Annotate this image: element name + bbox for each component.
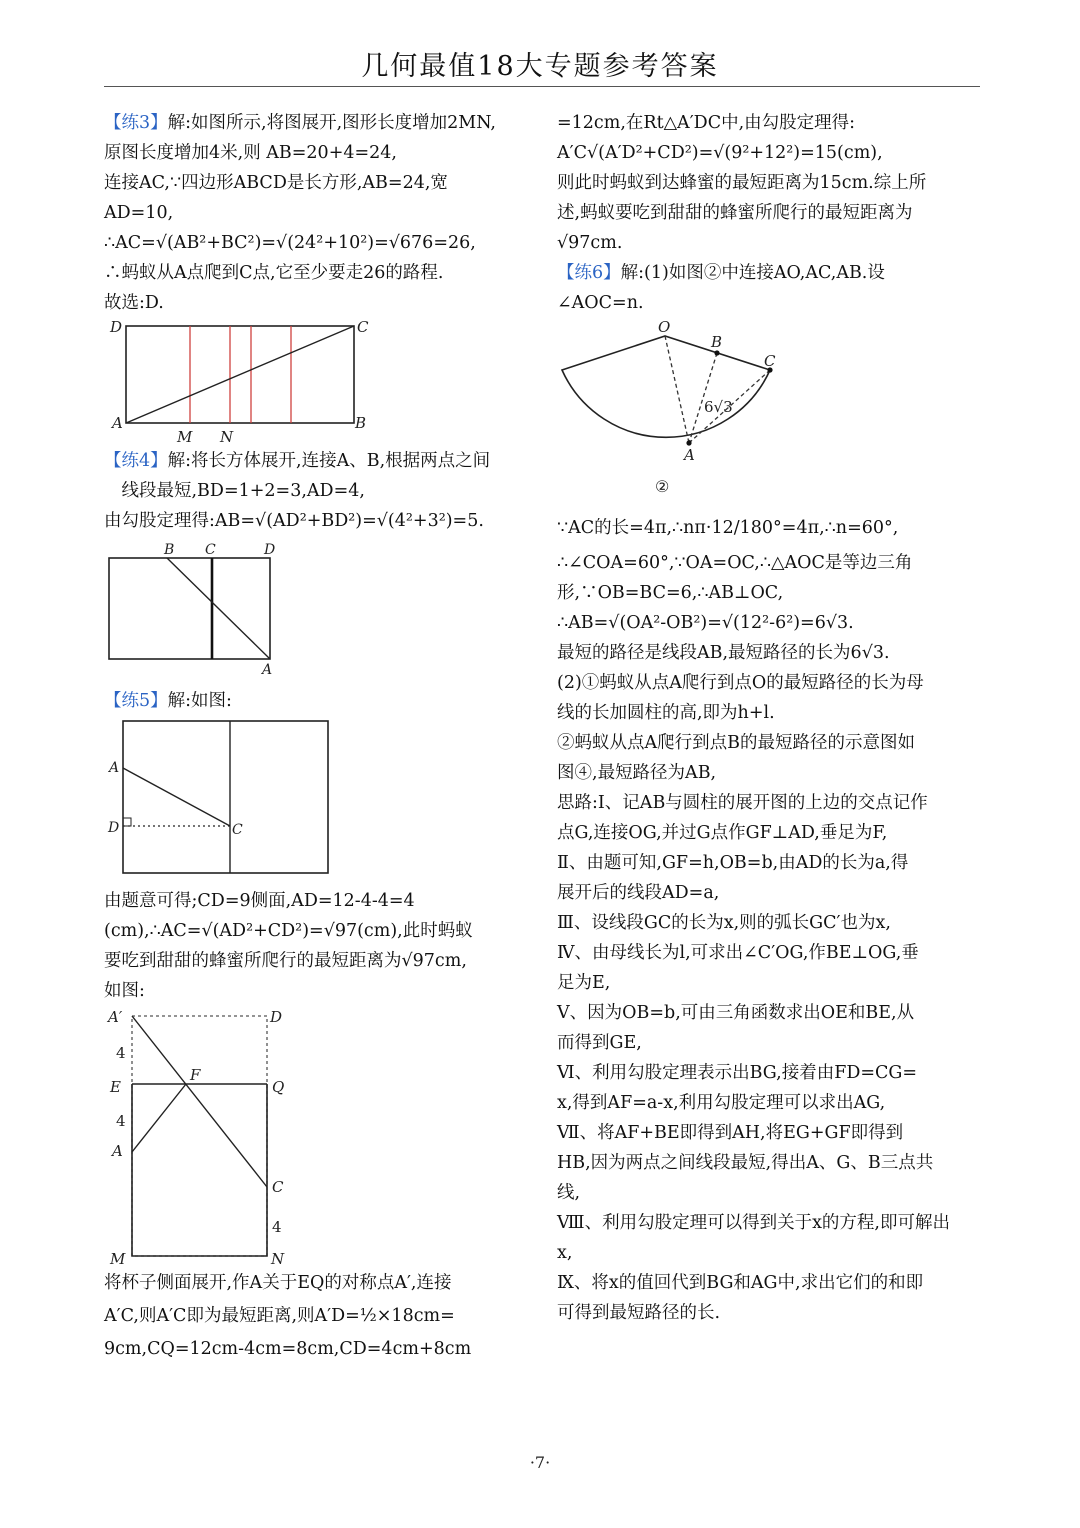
- text-line: ∴AB=√(OA²-OB²)=√(12²-6²)=6√3.: [557, 613, 854, 633]
- text-line: ②蚂蚁从点A爬行到点B的最短路径的示意图如: [557, 733, 915, 753]
- text-line: 连接AC,∵四边形ABCD是长方形,AB=24,宽: [104, 173, 448, 193]
- label-b: B: [355, 414, 367, 432]
- text-line: Ⅷ、利用勾股定理可以得到关于x的方程,即可解出: [557, 1213, 950, 1233]
- label-length: 6√3: [704, 398, 733, 416]
- left-column: [104, 108, 524, 1364]
- exercise-tag: 【练4】: [104, 451, 168, 471]
- text-line: 图④,最短路径为AB,: [557, 763, 717, 783]
- label-a: A: [684, 446, 695, 464]
- figure-cylinder-net: [104, 716, 524, 886]
- label-e: E: [110, 1078, 121, 1096]
- label-d: D: [110, 318, 123, 336]
- text-line: 展开后的线段AD=a,: [557, 883, 720, 903]
- text-line: A′C√(A′D²+CD²)=√(9²+12²)=15(cm),: [557, 143, 883, 163]
- figure-cup-net: [104, 1006, 524, 1268]
- text-line: ∴AC=√(AB²+BC²)=√(24²+10²)=√676=26,: [104, 233, 476, 253]
- label-a-prime: A′: [108, 1008, 123, 1026]
- label-b: B: [164, 542, 175, 558]
- text-line: 要吃到甜甜的蜂蜜所爬行的最短距离为√97cm,: [104, 951, 467, 971]
- text-line: Ⅳ、由母线长为l,可求出∠C′OG,作BE⊥OG,垂: [557, 943, 919, 963]
- label-n: N: [271, 1250, 285, 1268]
- text-line: ∠AOC=n.: [557, 293, 644, 313]
- right-column: [557, 108, 983, 1328]
- text-line: x,得到AF=a-x,利用勾股定理可以求出AG,: [557, 1093, 886, 1113]
- header-rule: [104, 86, 980, 87]
- label-a: A: [112, 1142, 123, 1160]
- text-line: Ⅸ、将x的值回代到BG和AG中,求出它们的和即: [557, 1273, 924, 1293]
- text-line: HB,因为两点之间线段最短,得出A、G、B三点共: [557, 1153, 934, 1173]
- text-line: (cm),∴AC=√(AD²+CD²)=√97(cm),此时蚂蚁: [104, 921, 473, 941]
- label-c: C: [232, 822, 243, 838]
- text-line: 思路:Ⅰ、记AB与圆柱的展开图的上边的交点记作: [557, 793, 928, 813]
- label-f: F: [190, 1066, 201, 1084]
- text-line: 【练3】解:如图所示,将图展开,图形长度增加2MN,: [104, 113, 496, 133]
- text-line: 线,: [557, 1183, 581, 1203]
- text-line: Ⅲ、设线段GC的长为x,则的弧长GC′也为x,: [557, 913, 891, 933]
- figure-sector: [557, 318, 983, 508]
- label-d: D: [264, 542, 276, 558]
- text-line: 而得到GE,: [557, 1033, 642, 1053]
- label-d: D: [270, 1008, 283, 1026]
- text-line: 如图:: [104, 981, 145, 1001]
- text-line: Ⅵ、利用勾股定理表示出BG,接着由FD=CG=: [557, 1063, 918, 1083]
- page-title: 几何最值18大专题参考答案: [361, 51, 719, 82]
- figure-unfolded-rectangle: [104, 318, 524, 446]
- label-c: C: [205, 542, 216, 558]
- exercise-tag: 【练6】: [557, 263, 621, 283]
- text-line: 将杯子侧面展开,作A关于EQ的对称点A′,连接: [104, 1273, 452, 1293]
- text-line: 【练6】解:(1)如图②中连接AO,AC,AB.设: [557, 263, 885, 283]
- text-line: 最短的路径是线段AB,最短路径的长为6√3.: [557, 643, 890, 663]
- text-line: 线的长加圆柱的高,即为h+l.: [557, 703, 775, 723]
- text-line: 形,∵OB=BC=6,∴AB⊥OC,: [557, 583, 784, 603]
- label-n: N: [220, 428, 234, 446]
- text-line: 由勾股定理得:AB=√(AD²+BD²)=√(4²+3²)=5.: [104, 511, 484, 531]
- text-line: 【练4】解:将长方体展开,连接A、B,根据两点之间: [104, 451, 491, 471]
- label-4-mid: 4: [116, 1112, 126, 1130]
- text-line: 则此时蚂蚁到达蜂蜜的最短距离为15cm.综上所: [557, 173, 927, 193]
- label-4-right: 4: [272, 1218, 282, 1236]
- label-m: M: [177, 428, 193, 446]
- label-a: A: [262, 662, 273, 678]
- text-line: 故选:D.: [104, 293, 164, 313]
- text-line: x,: [557, 1243, 573, 1263]
- text-line: 足为E,: [557, 973, 611, 993]
- exercise-6-solution: [557, 258, 983, 318]
- label-m: M: [110, 1250, 126, 1268]
- text-line: 可得到最短路径的长.: [557, 1303, 721, 1323]
- text-line: 线段最短,BD=1+2=3,AD=4,: [104, 481, 365, 501]
- label-c: C: [357, 318, 369, 336]
- text-line: ∴∠COA=60°,∵OA=OC,∴△AOC是等边三角: [557, 553, 913, 573]
- exercise-3-solution: [104, 108, 524, 318]
- text-line: 9cm,CQ=12cm-4cm=8cm,CD=4cm+8cm: [104, 1339, 472, 1359]
- text-line: AD=10,: [104, 203, 174, 223]
- exercise-5-cup-explanation: [104, 1268, 524, 1364]
- text-line: ∵AC的长=4π,∴nπ·12/180°=4π,∴n=60°,: [557, 518, 899, 538]
- text-line: 述,蚂蚁要吃到甜甜的蜂蜜所爬行的最短距离为: [557, 203, 913, 223]
- label-a: A: [112, 414, 123, 432]
- label-c: C: [764, 352, 776, 370]
- text-line: √97cm.: [557, 233, 623, 253]
- label-o: O: [658, 318, 671, 336]
- text-line: 由题意可得;CD=9侧面,AD=12-4-4=4: [104, 891, 415, 911]
- exercise-6-explanation: [557, 508, 983, 1328]
- label-4-top: 4: [116, 1044, 126, 1062]
- text-line: 【练5】解:如图:: [104, 691, 232, 711]
- exercise-tag: 【练3】: [104, 113, 168, 133]
- exercise-5-explanation: [104, 886, 524, 1006]
- label-c: C: [272, 1178, 284, 1196]
- exercise-5-continued: [557, 108, 983, 258]
- exercise-4-solution: [104, 446, 524, 536]
- page-number: ·7·: [529, 1453, 551, 1472]
- text-line: Ⅴ、因为OB=b,可由三角函数求出OE和BE,从: [557, 1003, 915, 1023]
- text-line: ∴蚂蚁从A点爬到C点,它至少要走26的路程.: [104, 263, 444, 283]
- label-d: D: [108, 820, 120, 836]
- exercise-tag: 【练5】: [104, 691, 168, 711]
- text-line: (2)①蚂蚁从点A爬行到点O的最短路径的长为母: [557, 673, 924, 693]
- text-line: Ⅶ、将AF+BE即得到AH,将EG+GF即得到: [557, 1123, 904, 1143]
- text-line: 原图长度增加4米,则 AB=20+4=24,: [104, 143, 397, 163]
- label-a: A: [109, 760, 120, 776]
- text-line: =12cm,在Rt△A′DC中,由勾股定理得:: [557, 113, 856, 133]
- label-q: Q: [272, 1078, 285, 1096]
- figure-cuboid-net: [104, 536, 524, 686]
- exercise-5-solution: [104, 686, 524, 716]
- text-line: A′C,则A′C即为最短距离,则A′D=½×18cm=: [104, 1306, 455, 1326]
- figure-number: ②: [655, 477, 670, 496]
- text-line: Ⅱ、由题可知,GF=h,OB=b,由AD的长为a,得: [557, 853, 909, 873]
- text-line: 点G,连接OG,并过G点作GF⊥AD,垂足为F,: [557, 823, 888, 843]
- label-b: B: [711, 333, 723, 351]
